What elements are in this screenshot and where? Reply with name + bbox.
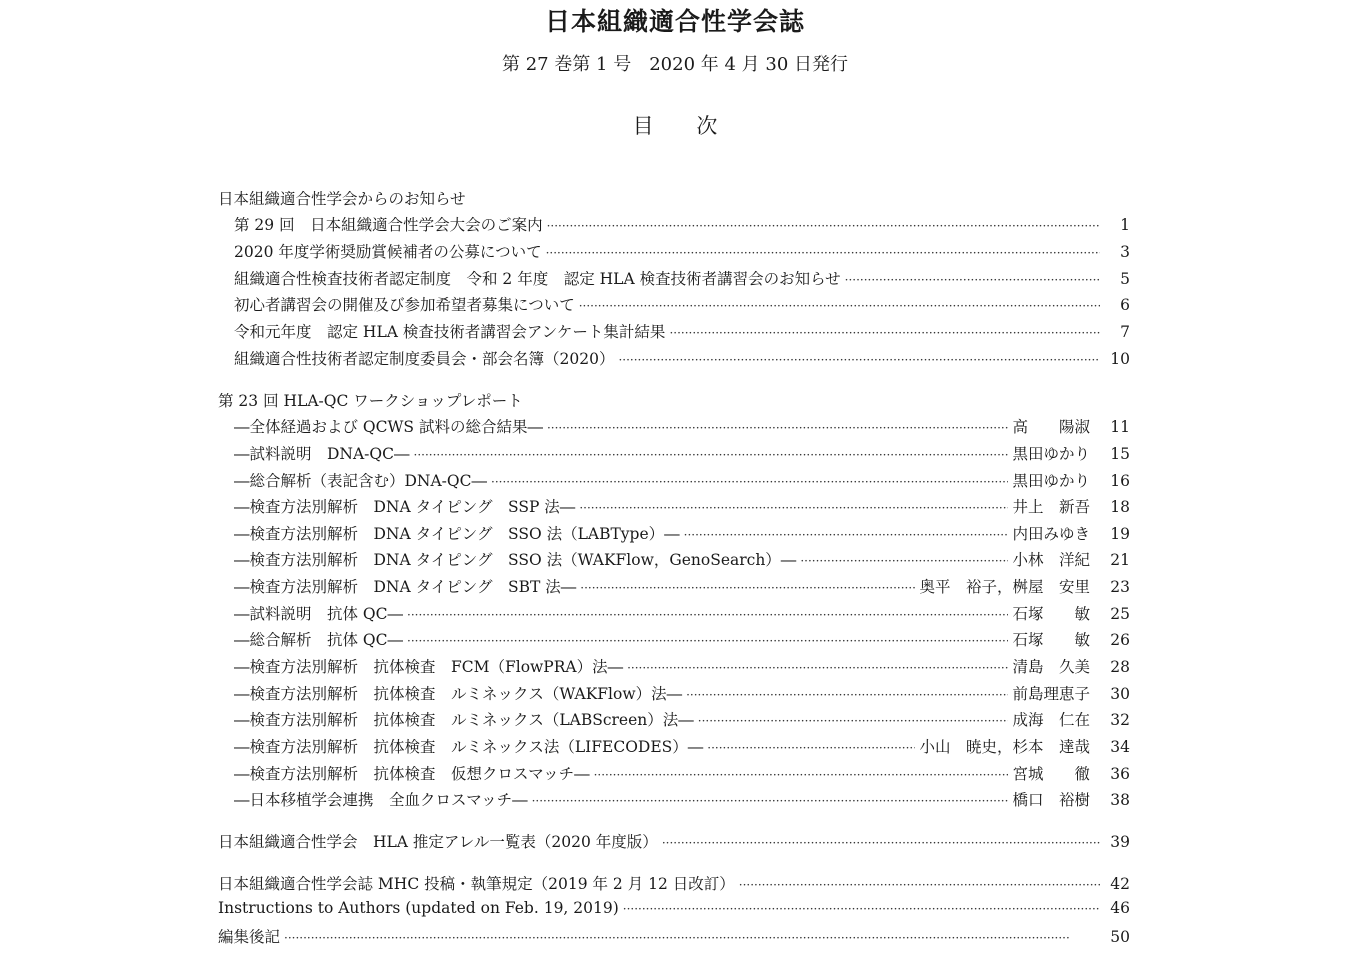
dot-leader [414,448,1009,462]
toc-entry-submission-rules[interactable] [218,872,1130,894]
entry-title: ―検査方法別解析 抗体検査 ルミネックス（LABScreen）法― [234,711,694,729]
toc-entry[interactable] [234,762,1130,784]
toc-entry[interactable] [234,682,1130,704]
entry-author: 前島理恵子 [1012,685,1090,703]
entry-title: ―検査方法別解析 DNA タイピング SSP 法― [234,498,576,516]
entry-author: 黒田ゆかり [1012,445,1090,463]
entry-title: ―総合解析（表記含む）DNA-QC― [234,472,487,490]
toc-entry[interactable] [234,735,1130,757]
dot-leader [698,714,1009,728]
entry-page: 5 [1120,270,1130,288]
entry-author: 清島 久美 [1012,658,1090,676]
entry-title: 第 29 回 日本組織適合性学会大会のご案内 [234,216,543,234]
entry-page: 11 [1110,418,1130,436]
entry-author: 高 陽淑 [1012,418,1090,436]
toc-entry[interactable] [234,240,1130,262]
toc-entry[interactable] [234,347,1130,369]
toc-entry[interactable] [234,655,1130,677]
toc-entry[interactable] [234,320,1130,342]
entry-title: 日本組織適合性学会 HLA 推定アレル一覧表（2020 年度版） [218,833,658,851]
dot-leader [532,794,1009,808]
toc-entry[interactable] [234,628,1130,650]
entry-title: ―総合解析 抗体 QC― [234,631,403,649]
entry-author: 小林 洋紀 [1012,551,1090,569]
dot-leader [579,501,1008,515]
entry-page: 21 [1110,551,1130,569]
entry-page: 39 [1110,833,1130,851]
dot-leader [580,581,915,595]
toc-entry[interactable] [234,415,1130,437]
entry-title: 初心者講習会の開催及び参加希望者募集について [234,296,575,314]
entry-page: 10 [1110,350,1130,368]
entry-title: ―検査方法別解析 抗体検査 ルミネックス（WAKFlow）法― [234,685,683,703]
issue-line: 第 27 巻第 1 号 2020 年 4 月 30 日発行 [501,54,848,75]
entry-page: 30 [1110,685,1130,703]
entry-page: 15 [1110,445,1130,463]
dot-leader [669,326,1100,340]
entry-title: ―検査方法別解析 DNA タイピング SBT 法― [234,578,577,596]
entry-author: 石塚 敏 [1012,631,1090,649]
toc-heading: 目 次 [632,114,718,138]
dot-leader [845,273,1100,287]
entry-author: 小山 暁史，杉本 達哉 [919,738,1090,756]
entry-page: 16 [1110,472,1130,490]
entry-title: ―日本移植学会連携 全血クロスマッチ― [234,791,528,809]
entry-title: 日本組織適合性学会誌 MHC 投稿・執筆規定（2019 年 2 月 12 日改訂） [218,875,735,893]
entry-page: 38 [1110,791,1130,809]
dot-leader [594,768,1009,782]
toc-entry[interactable] [234,213,1130,235]
dot-leader [707,741,915,755]
toc-entry[interactable] [234,267,1130,289]
entry-page: 18 [1110,498,1130,516]
entry-page: 19 [1110,525,1130,543]
entry-page: 23 [1110,578,1130,596]
entry-author: 橋口 裕樹 [1012,791,1090,809]
toc-entry-instructions-to-authors[interactable] [218,899,1130,921]
section-heading-hla-qc-workshop: 第 23 回 HLA-QC ワークショップレポート [218,392,523,410]
dot-leader [800,554,1008,568]
dot-leader [627,661,1008,675]
entry-page: 7 [1120,323,1130,341]
toc-entry[interactable] [234,708,1130,730]
dot-leader [546,246,1100,260]
entry-page: 25 [1110,605,1130,623]
entry-title: Instructions to Authors (updated on Feb. 19, 2019) [218,899,619,917]
toc-entry[interactable] [234,293,1130,315]
entry-title: ―全体経過および QCWS 試料の総合結果― [234,418,543,436]
entry-author: 成海 仁在 [1012,711,1090,729]
toc-entry[interactable] [234,602,1130,624]
entry-title: ―試料説明 DNA-QC― [234,445,410,463]
entry-page: 28 [1110,658,1130,676]
toc-entry[interactable] [234,495,1130,517]
entry-page: 34 [1110,738,1130,756]
entry-author: 石塚 敏 [1012,605,1090,623]
dot-leader [547,421,1009,435]
dot-leader [686,688,1008,702]
toc-entry[interactable] [234,548,1130,570]
entry-title: ―検査方法別解析 抗体検査 ルミネックス法（LIFECODES）― [234,738,704,756]
entry-title: 組織適合性検査技術者認定制度 令和 2 年度 認定 HLA 検査技術者講習会のお知らせ [234,270,841,288]
entry-page: 26 [1110,631,1130,649]
entry-title: 組織適合性技術者認定制度委員会・部会名簿（2020） [234,350,615,368]
entry-title: 編集後記 [218,928,281,946]
toc-entry-editorial-postscript[interactable] [218,925,1130,947]
entry-author: 奥平 裕子，桝屋 安里 [919,578,1090,596]
dot-leader [623,902,1100,916]
dot-leader [618,353,1100,367]
entry-page: 46 [1110,899,1130,917]
entry-title: 令和元年度 認定 HLA 検査技術者講習会アンケート集計結果 [234,323,666,341]
dot-leader [662,836,1100,850]
entry-page: 3 [1120,243,1130,261]
toc-entry[interactable] [234,788,1130,810]
dot-leader [739,878,1100,892]
dot-leader [284,931,1100,945]
dot-leader [547,219,1100,233]
entry-title: ―試料説明 抗体 QC― [234,605,403,623]
entry-title: ―検査方法別解析 抗体検査 仮想クロスマッチ― [234,765,590,783]
toc-entry[interactable] [234,442,1130,464]
entry-page: 42 [1110,875,1130,893]
section-heading-society-notices: 日本組織適合性学会からのお知らせ [218,190,466,208]
entry-author: 井上 新吾 [1012,498,1090,516]
toc-entry[interactable] [234,469,1130,491]
dot-leader [407,608,1008,622]
toc-entry-hla-allele-list[interactable] [218,830,1130,852]
entry-page: 32 [1110,711,1130,729]
dot-leader [684,528,1009,542]
entry-title: ―検査方法別解析 DNA タイピング SSO 法（WAKFlow，GenoSearch）― [234,551,797,569]
toc-entry[interactable] [234,522,1130,544]
entry-author: 宮城 徹 [1012,765,1090,783]
toc-entry[interactable] [234,575,1130,597]
entry-title: ―検査方法別解析 DNA タイピング SSO 法（LABType）― [234,525,680,543]
entry-author: 内田みゆき [1012,525,1090,543]
dot-leader [491,475,1008,489]
entry-page: 36 [1110,765,1130,783]
journal-title: 日本組織適合性学会誌 [544,7,805,36]
entry-page: 1 [1120,216,1130,234]
entry-page: 50 [1110,928,1130,946]
dot-leader [579,299,1100,313]
entry-page: 6 [1120,296,1130,314]
dot-leader [407,634,1008,648]
entry-title: 2020 年度学術奨励賞候補者の公募について [234,243,542,261]
entry-author: 黒田ゆかり [1012,472,1090,490]
entry-title: ―検査方法別解析 抗体検査 FCM（FlowPRA）法― [234,658,624,676]
